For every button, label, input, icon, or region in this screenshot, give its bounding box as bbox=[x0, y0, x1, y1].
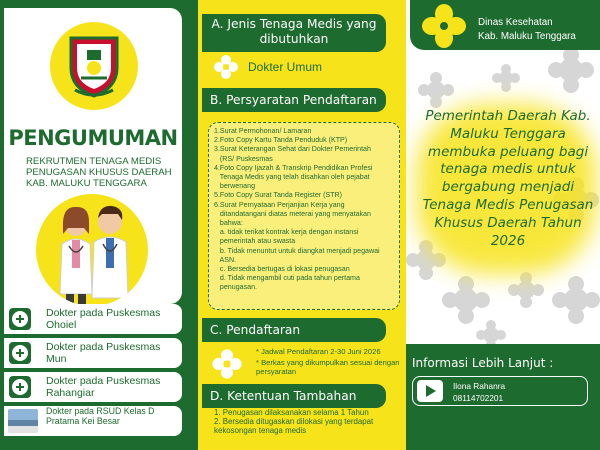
section-a-header: A. Jenis Tenaga Medis yang dibutuhkan bbox=[202, 14, 386, 52]
additional-terms-list bbox=[214, 408, 400, 436]
requirement-item: pemerintah atau swasta bbox=[214, 237, 296, 246]
medical-cross-icon bbox=[9, 342, 31, 364]
recruitment-subtitle: REKRUTMEN TENAGA MEDIS PENUGASAN KHUSUS DAERAH KAB. MALUKU TENGGARA bbox=[26, 156, 172, 189]
hospital-photo bbox=[8, 409, 38, 433]
agency-header bbox=[410, 0, 600, 50]
requirement-item: berwenang bbox=[214, 182, 256, 191]
position-label: Dokter pada Puskesmas Ohoiel bbox=[46, 307, 161, 331]
section-b-header: B. Persyaratan Pendaftaran bbox=[202, 88, 386, 112]
requirement-item: (RS/ Puskesmas bbox=[214, 154, 273, 163]
logo-circle bbox=[50, 22, 138, 110]
requirement-item: 1.Surat Permohonan/ Lamaran bbox=[214, 127, 312, 135]
agency-line-2: Kab. Maluku Tenggara bbox=[478, 31, 576, 42]
requirement-item: ASN. bbox=[214, 255, 237, 264]
left-panel bbox=[0, 0, 198, 450]
flower-icon bbox=[210, 347, 244, 381]
announcement-text: Pemerintah Daerah Kab. Maluku Tenggara membuka peluang bagi tenaga medis untuk bergabung menjadi Tenaga Medis Penugasan Khusus Daerah Tahun 2026 bbox=[422, 108, 594, 249]
medical-cross-icon bbox=[9, 376, 31, 398]
position-label: Dokter pada Puskesmas Rahangiar bbox=[46, 375, 161, 399]
requirement-item: ditandatangani diatas meterai yang menyatakan bbox=[214, 209, 371, 218]
agency-line-1: Dinas Kesehatan bbox=[478, 17, 553, 28]
position-type: Dokter Umum bbox=[248, 60, 323, 74]
section-c-header: C. Pendaftaran bbox=[202, 318, 386, 342]
more-info-title: Informasi Lebih Lanjut : bbox=[412, 356, 554, 370]
middle-panel bbox=[198, 0, 406, 450]
contact-phone: 08114702201 bbox=[453, 393, 504, 403]
right-panel bbox=[406, 0, 600, 450]
contact-name: Ilona Rahanra bbox=[453, 381, 506, 391]
requirement-item: 4.Foto Copy Ijazah & Transkrip Pendidikan Profesi bbox=[214, 163, 373, 172]
requirement-item: 2.Foto Copy Kartu Tanda Penduduk (KTP) bbox=[214, 136, 348, 145]
position-label: Dokter pada Puskesmas Mun bbox=[46, 341, 161, 365]
requirement-item: b. Tidak menuntut untuk diangkat menjadi pegawai bbox=[214, 246, 380, 255]
position-card-rahangiar bbox=[4, 372, 182, 402]
position-card-mun bbox=[4, 338, 182, 368]
requirements-list bbox=[214, 127, 400, 293]
registration-item: * Jadwal Pendaftaran 2-30 Juni 2026 bbox=[256, 347, 381, 356]
registration-list bbox=[256, 347, 402, 379]
requirement-item: penugasan. bbox=[214, 283, 257, 292]
requirement-item: c. Bersedia bertugas di lokasi penugasan bbox=[214, 265, 350, 274]
requirement-item: d. Tidak mengambil cuti pada tahun pertama bbox=[214, 274, 360, 283]
registration-item: * Berkas yang dikumpulkan sesuai dengan persyaratan bbox=[256, 358, 400, 377]
section-d-header: D. Ketentuan Tambahan bbox=[202, 384, 386, 408]
terms-item: 1. Penugasan dilaksanakan selama 1 Tahun bbox=[214, 408, 369, 417]
position-label: Dokter pada RSUD Kelas D Pratama Kei Besar bbox=[46, 406, 155, 426]
contact-card bbox=[412, 376, 588, 406]
position-card-ohoiel bbox=[4, 304, 182, 334]
requirement-item: Tenaga Medis yang telah disahkan oleh pejabat bbox=[214, 173, 370, 182]
requirement-item: 5.Foto Copy Surat Tanda Register (STR) bbox=[214, 191, 343, 200]
flower-icon bbox=[212, 53, 240, 81]
terms-item: 2. Bersedia ditugaskan dilokasi yang terdapat kekosongan tenaga medis bbox=[214, 417, 374, 436]
requirement-item: bahwa: bbox=[214, 219, 243, 228]
requirement-item: a. tidak terikat kontrak kerja dengan instansi bbox=[214, 228, 359, 237]
announcement-title: PENGUMUMAN bbox=[8, 126, 178, 150]
requirement-item: 6.Surat Pernyataan Perjanjian Kerja yang bbox=[214, 200, 345, 209]
flower-logo-icon bbox=[418, 2, 470, 50]
regency-shield-logo bbox=[67, 34, 121, 98]
doctors-illustration bbox=[36, 194, 148, 306]
requirement-item: 3.Surat Keterangan Sehat dari Dokter Pemerintah bbox=[214, 145, 371, 154]
doctors-illustration-icon bbox=[36, 194, 148, 306]
position-card-rsud bbox=[4, 406, 182, 436]
play-icon bbox=[417, 380, 443, 402]
agency-name bbox=[478, 16, 576, 44]
medical-cross-icon bbox=[9, 308, 31, 330]
